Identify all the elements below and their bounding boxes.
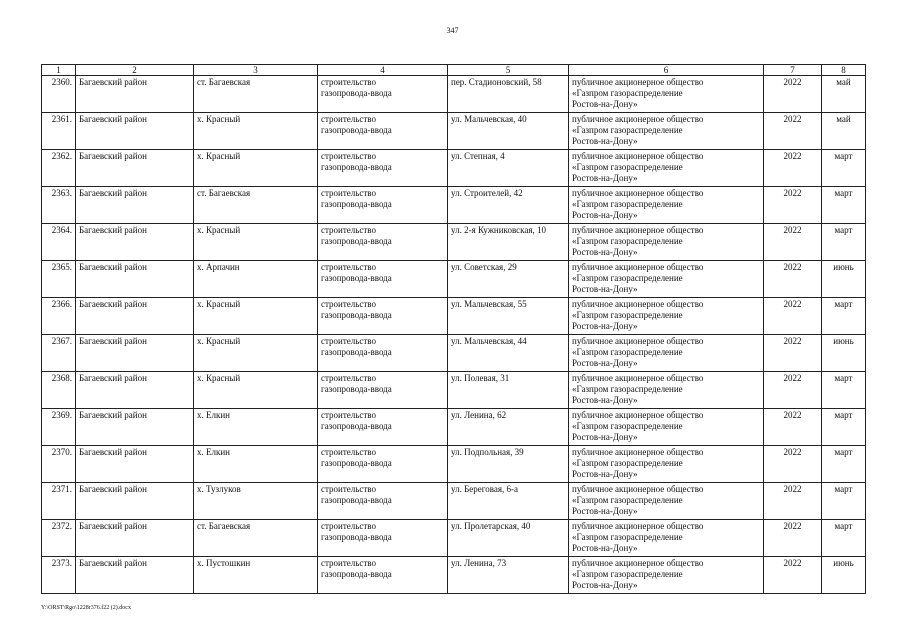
- row-number: [42, 261, 76, 298]
- month-cell: [822, 76, 866, 113]
- organization-cell-line: Ростов-на-Дону»: [572, 543, 638, 553]
- address-cell-line: ул. Советская, 29: [451, 262, 517, 272]
- month-cell-line: март: [834, 299, 853, 309]
- month-cell: [822, 113, 866, 150]
- organization-cell-line: Ростов-на-Дону»: [572, 432, 638, 442]
- year-cell: [764, 150, 822, 187]
- organization-cell: [569, 446, 764, 483]
- row-number-line: 2368.: [51, 373, 72, 383]
- settlement-cell: [194, 113, 318, 150]
- year-cell: [764, 446, 822, 483]
- work-type-cell-line: газопровода-ввода: [321, 273, 392, 283]
- district-cell: [76, 335, 194, 372]
- work-type-cell-line: строительство: [321, 521, 376, 531]
- row-number-line: 2367.: [51, 336, 72, 346]
- table-row: [42, 113, 866, 150]
- year-cell-line: 2022: [783, 410, 802, 420]
- organization-cell-line: публичное акционерное общество: [572, 151, 704, 161]
- work-type-cell-line: строительство: [321, 262, 376, 272]
- organization-cell-line: Ростов-на-Дону»: [572, 173, 638, 183]
- organization-cell-line: публичное акционерное общество: [572, 188, 704, 198]
- month-cell-line: июнь: [833, 336, 854, 346]
- page-number: 347: [446, 26, 459, 35]
- work-type-cell: [318, 76, 448, 113]
- organization-cell-line: Ростов-на-Дону»: [572, 395, 638, 405]
- month-cell-line: май: [836, 114, 851, 124]
- year-cell-line: 2022: [783, 299, 802, 309]
- district-cell-line: Багаевский район: [79, 225, 147, 235]
- row-number: [42, 372, 76, 409]
- settlement-cell: [194, 446, 318, 483]
- work-type-cell: [318, 372, 448, 409]
- row-number: [42, 113, 76, 150]
- row-number: [42, 409, 76, 446]
- address-cell-line: ул. 2-я Кужниковская, 10: [451, 225, 547, 235]
- work-type-cell-line: газопровода-ввода: [321, 310, 392, 320]
- organization-cell-line: Ростов-на-Дону»: [572, 284, 638, 294]
- organization-cell-line: Ростов-на-Дону»: [572, 210, 638, 220]
- district-cell-line: Багаевский район: [79, 521, 147, 531]
- work-type-cell: [318, 187, 448, 224]
- organization-cell-line: «Газпром газораспределение: [572, 88, 683, 98]
- work-type-cell-line: газопровода-ввода: [321, 162, 392, 172]
- district-cell: [76, 446, 194, 483]
- settlement-cell-line: х. Красный: [197, 225, 241, 235]
- year-cell-line: 2022: [783, 373, 802, 383]
- month-cell-line: март: [834, 188, 853, 198]
- organization-cell-line: «Газпром газораспределение: [572, 310, 683, 320]
- organization-cell: [569, 224, 764, 261]
- year-cell-line: 2022: [783, 521, 802, 531]
- table-row: [42, 261, 866, 298]
- district-cell: [76, 187, 194, 224]
- address-cell-line: ул. Подпольная, 39: [451, 447, 524, 457]
- district-cell-line: Багаевский район: [79, 77, 147, 87]
- organization-cell-line: публичное акционерное общество: [572, 373, 704, 383]
- month-cell: [822, 446, 866, 483]
- year-cell: [764, 76, 822, 113]
- address-cell: [448, 372, 569, 409]
- year-cell: [764, 372, 822, 409]
- month-cell-line: март: [834, 151, 853, 161]
- work-type-cell: [318, 520, 448, 557]
- month-cell-line: май: [836, 77, 851, 87]
- row-number: [42, 335, 76, 372]
- address-cell: [448, 113, 569, 150]
- month-cell: [822, 372, 866, 409]
- settlement-cell: [194, 298, 318, 335]
- address-cell-line: ул. Мальчевская, 40: [451, 114, 527, 124]
- month-cell: [822, 261, 866, 298]
- column-header: 4: [318, 65, 448, 76]
- address-cell-line: ул. Ленина, 73: [451, 558, 507, 568]
- organization-cell: [569, 335, 764, 372]
- address-cell: [448, 298, 569, 335]
- work-type-cell-line: газопровода-ввода: [321, 421, 392, 431]
- address-cell-line: ул. Ленина, 62: [451, 410, 507, 420]
- row-number: [42, 483, 76, 520]
- address-cell-line: ул. Мальчевская, 44: [451, 336, 527, 346]
- work-type-cell-line: строительство: [321, 373, 376, 383]
- month-cell: [822, 298, 866, 335]
- year-cell-line: 2022: [783, 114, 802, 124]
- district-cell: [76, 372, 194, 409]
- settlement-cell: [194, 409, 318, 446]
- year-cell-line: 2022: [783, 558, 802, 568]
- settlement-cell: [194, 335, 318, 372]
- year-cell: [764, 261, 822, 298]
- row-number-line: 2372.: [51, 521, 72, 531]
- table-row: [42, 187, 866, 224]
- registry-table: [41, 64, 866, 594]
- month-cell-line: июнь: [833, 262, 854, 272]
- settlement-cell: [194, 224, 318, 261]
- work-type-cell: [318, 335, 448, 372]
- organization-cell: [569, 372, 764, 409]
- organization-cell-line: «Газпром газораспределение: [572, 236, 683, 246]
- row-number-line: 2369.: [51, 410, 72, 420]
- row-number: [42, 187, 76, 224]
- work-type-cell-line: строительство: [321, 114, 376, 124]
- organization-cell-line: Ростов-на-Дону»: [572, 580, 638, 590]
- address-cell: [448, 446, 569, 483]
- month-cell: [822, 224, 866, 261]
- work-type-cell-line: строительство: [321, 484, 376, 494]
- settlement-cell-line: х. Красный: [197, 373, 241, 383]
- district-cell-line: Багаевский район: [79, 114, 147, 124]
- column-header: 3: [194, 65, 318, 76]
- year-cell: [764, 224, 822, 261]
- organization-cell: [569, 150, 764, 187]
- organization-cell: [569, 261, 764, 298]
- district-cell: [76, 76, 194, 113]
- row-number-line: 2361.: [51, 114, 72, 124]
- organization-cell-line: «Газпром газораспределение: [572, 495, 683, 505]
- work-type-cell-line: строительство: [321, 447, 376, 457]
- work-type-cell: [318, 557, 448, 594]
- month-cell: [822, 520, 866, 557]
- year-cell: [764, 409, 822, 446]
- organization-cell-line: Ростов-на-Дону»: [572, 136, 638, 146]
- organization-cell-line: Ростов-на-Дону»: [572, 321, 638, 331]
- address-cell: [448, 261, 569, 298]
- organization-cell-line: «Газпром газораспределение: [572, 458, 683, 468]
- file-path-footer: Y:\ORST\Rgo\1228r376.f22 (2).docx: [41, 605, 131, 611]
- district-cell-line: Багаевский район: [79, 447, 147, 457]
- settlement-cell: [194, 150, 318, 187]
- address-cell-line: ул. Строителей, 42: [451, 188, 523, 198]
- address-cell: [448, 409, 569, 446]
- row-number: [42, 76, 76, 113]
- table-row: [42, 409, 866, 446]
- work-type-cell-line: газопровода-ввода: [321, 347, 392, 357]
- organization-cell-line: Ростов-на-Дону»: [572, 469, 638, 479]
- work-type-cell-line: газопровода-ввода: [321, 384, 392, 394]
- settlement-cell-line: х. Пустошкин: [197, 558, 251, 568]
- table-row: [42, 520, 866, 557]
- settlement-cell-line: х. Красный: [197, 114, 241, 124]
- column-header: 1: [42, 65, 76, 76]
- year-cell-line: 2022: [783, 151, 802, 161]
- row-number: [42, 557, 76, 594]
- year-cell-line: 2022: [783, 447, 802, 457]
- settlement-cell: [194, 483, 318, 520]
- column-header: 2: [76, 65, 194, 76]
- work-type-cell-line: строительство: [321, 151, 376, 161]
- organization-cell-line: «Газпром газораспределение: [572, 273, 683, 283]
- column-header: 5: [448, 65, 569, 76]
- work-type-cell: [318, 150, 448, 187]
- address-cell: [448, 520, 569, 557]
- organization-cell-line: Ростов-на-Дону»: [572, 247, 638, 257]
- month-cell-line: март: [834, 410, 853, 420]
- district-cell: [76, 113, 194, 150]
- month-cell-line: июнь: [833, 558, 854, 568]
- row-number-line: 2360.: [51, 77, 72, 87]
- month-cell: [822, 187, 866, 224]
- organization-cell: [569, 187, 764, 224]
- year-cell: [764, 335, 822, 372]
- column-number-row: [42, 65, 866, 76]
- settlement-cell: [194, 557, 318, 594]
- row-number-line: 2370.: [51, 447, 72, 457]
- settlement-cell-line: х. Красный: [197, 151, 241, 161]
- work-type-cell: [318, 483, 448, 520]
- organization-cell-line: «Газпром газораспределение: [572, 162, 683, 172]
- table-row: [42, 557, 866, 594]
- row-number-line: 2364.: [51, 225, 72, 235]
- district-cell: [76, 224, 194, 261]
- row-number-line: 2365.: [51, 262, 72, 272]
- settlement-cell-line: ст. Багаевская: [197, 188, 251, 198]
- settlement-cell-line: ст. Багаевская: [197, 77, 251, 87]
- address-cell-line: ул. Пролетарская, 40: [451, 521, 531, 531]
- district-cell: [76, 409, 194, 446]
- district-cell-line: Багаевский район: [79, 558, 147, 568]
- work-type-cell-line: строительство: [321, 77, 376, 87]
- organization-cell-line: публичное акционерное общество: [572, 447, 704, 457]
- work-type-cell-line: строительство: [321, 410, 376, 420]
- year-cell: [764, 113, 822, 150]
- address-cell-line: ул. Полевая, 31: [451, 373, 510, 383]
- work-type-cell-line: строительство: [321, 558, 376, 568]
- settlement-cell-line: х. Тузлуков: [197, 484, 241, 494]
- table-row: [42, 150, 866, 187]
- row-number: [42, 520, 76, 557]
- organization-cell-line: публичное акционерное общество: [572, 299, 704, 309]
- district-cell-line: Багаевский район: [79, 373, 147, 383]
- organization-cell: [569, 520, 764, 557]
- address-cell: [448, 150, 569, 187]
- settlement-cell-line: х. Красный: [197, 336, 241, 346]
- month-cell-line: март: [834, 447, 853, 457]
- month-cell: [822, 557, 866, 594]
- year-cell-line: 2022: [783, 225, 802, 235]
- organization-cell-line: публичное акционерное общество: [572, 410, 704, 420]
- year-cell-line: 2022: [783, 262, 802, 272]
- work-type-cell-line: газопровода-ввода: [321, 458, 392, 468]
- month-cell: [822, 335, 866, 372]
- work-type-cell: [318, 261, 448, 298]
- address-cell: [448, 224, 569, 261]
- row-number-line: 2363.: [51, 188, 72, 198]
- address-cell: [448, 76, 569, 113]
- address-cell: [448, 335, 569, 372]
- table-row: [42, 76, 866, 113]
- address-cell-line: ул. Береговая, 6-а: [451, 484, 518, 494]
- table-row: [42, 446, 866, 483]
- district-cell-line: Багаевский район: [79, 410, 147, 420]
- month-cell-line: март: [834, 521, 853, 531]
- row-number-line: 2373.: [51, 558, 72, 568]
- address-cell: [448, 187, 569, 224]
- work-type-cell: [318, 298, 448, 335]
- row-number: [42, 298, 76, 335]
- address-cell-line: пер. Стадионовский, 58: [451, 77, 542, 87]
- district-cell-line: Багаевский район: [79, 151, 147, 161]
- district-cell: [76, 483, 194, 520]
- organization-cell-line: «Газпром газораспределение: [572, 199, 683, 209]
- organization-cell-line: «Газпром газораспределение: [572, 532, 683, 542]
- organization-cell-line: «Газпром газораспределение: [572, 347, 683, 357]
- district-cell: [76, 150, 194, 187]
- organization-cell-line: «Газпром газораспределение: [572, 421, 683, 431]
- district-cell: [76, 261, 194, 298]
- work-type-cell-line: газопровода-ввода: [321, 199, 392, 209]
- work-type-cell-line: строительство: [321, 299, 376, 309]
- table-row: [42, 372, 866, 409]
- table-row: [42, 335, 866, 372]
- organization-cell: [569, 483, 764, 520]
- table-row: [42, 298, 866, 335]
- row-number: [42, 446, 76, 483]
- year-cell: [764, 483, 822, 520]
- organization-cell-line: Ростов-на-Дону»: [572, 506, 638, 516]
- address-cell-line: ул. Мальчевская, 55: [451, 299, 527, 309]
- work-type-cell-line: газопровода-ввода: [321, 495, 392, 505]
- work-type-cell: [318, 409, 448, 446]
- settlement-cell: [194, 261, 318, 298]
- organization-cell-line: «Газпром газораспределение: [572, 569, 683, 579]
- organization-cell-line: публичное акционерное общество: [572, 558, 704, 568]
- district-cell-line: Багаевский район: [79, 484, 147, 494]
- month-cell-line: март: [834, 484, 853, 494]
- work-type-cell-line: газопровода-ввода: [321, 236, 392, 246]
- organization-cell: [569, 76, 764, 113]
- organization-cell-line: публичное акционерное общество: [572, 484, 704, 494]
- month-cell: [822, 150, 866, 187]
- column-header: 8: [822, 65, 866, 76]
- work-type-cell-line: строительство: [321, 225, 376, 235]
- year-cell-line: 2022: [783, 77, 802, 87]
- district-cell-line: Багаевский район: [79, 299, 147, 309]
- settlement-cell: [194, 372, 318, 409]
- settlement-cell-line: х. Елкин: [197, 410, 230, 420]
- settlement-cell: [194, 76, 318, 113]
- district-cell-line: Багаевский район: [79, 188, 147, 198]
- year-cell: [764, 298, 822, 335]
- year-cell-line: 2022: [783, 188, 802, 198]
- month-cell-line: март: [834, 225, 853, 235]
- table-row: [42, 483, 866, 520]
- work-type-cell-line: строительство: [321, 188, 376, 198]
- settlement-cell: [194, 520, 318, 557]
- organization-cell-line: «Газпром газораспределение: [572, 384, 683, 394]
- organization-cell-line: публичное акционерное общество: [572, 336, 704, 346]
- work-type-cell: [318, 446, 448, 483]
- organization-cell-line: публичное акционерное общество: [572, 114, 704, 124]
- year-cell: [764, 520, 822, 557]
- organization-cell-line: Ростов-на-Дону»: [572, 99, 638, 109]
- organization-cell-line: публичное акционерное общество: [572, 225, 704, 235]
- year-cell: [764, 557, 822, 594]
- address-cell: [448, 557, 569, 594]
- district-cell: [76, 520, 194, 557]
- organization-cell-line: публичное акционерное общество: [572, 262, 704, 272]
- settlement-cell-line: х. Елкин: [197, 447, 230, 457]
- year-cell-line: 2022: [783, 484, 802, 494]
- month-cell-line: март: [834, 373, 853, 383]
- month-cell: [822, 409, 866, 446]
- district-cell: [76, 557, 194, 594]
- column-header: 7: [764, 65, 822, 76]
- organization-cell-line: публичное акционерное общество: [572, 77, 704, 87]
- work-type-cell-line: газопровода-ввода: [321, 569, 392, 579]
- settlement-cell-line: х. Красный: [197, 299, 241, 309]
- address-cell-line: ул. Степная, 4: [451, 151, 505, 161]
- work-type-cell-line: строительство: [321, 336, 376, 346]
- row-number: [42, 224, 76, 261]
- work-type-cell: [318, 224, 448, 261]
- work-type-cell-line: газопровода-ввода: [321, 532, 392, 542]
- row-number: [42, 150, 76, 187]
- organization-cell: [569, 557, 764, 594]
- registry-rows: [42, 76, 866, 594]
- work-type-cell: [318, 113, 448, 150]
- organization-cell: [569, 409, 764, 446]
- organization-cell: [569, 113, 764, 150]
- organization-cell-line: «Газпром газораспределение: [572, 125, 683, 135]
- organization-cell-line: публичное акционерное общество: [572, 521, 704, 531]
- settlement-cell-line: ст. Багаевская: [197, 521, 251, 531]
- row-number-line: 2371.: [51, 484, 72, 494]
- year-cell: [764, 187, 822, 224]
- organization-cell-line: Ростов-на-Дону»: [572, 358, 638, 368]
- row-number-line: 2362.: [51, 151, 72, 161]
- district-cell-line: Багаевский район: [79, 262, 147, 272]
- work-type-cell-line: газопровода-ввода: [321, 125, 392, 135]
- district-cell-line: Багаевский район: [79, 336, 147, 346]
- address-cell: [448, 483, 569, 520]
- work-type-cell-line: газопровода-ввода: [321, 88, 392, 98]
- month-cell: [822, 483, 866, 520]
- row-number-line: 2366.: [51, 299, 72, 309]
- table-row: [42, 224, 866, 261]
- organization-cell: [569, 298, 764, 335]
- settlement-cell-line: х. Арпачин: [197, 262, 240, 272]
- column-header: 6: [569, 65, 764, 76]
- district-cell: [76, 298, 194, 335]
- year-cell-line: 2022: [783, 336, 802, 346]
- settlement-cell: [194, 187, 318, 224]
